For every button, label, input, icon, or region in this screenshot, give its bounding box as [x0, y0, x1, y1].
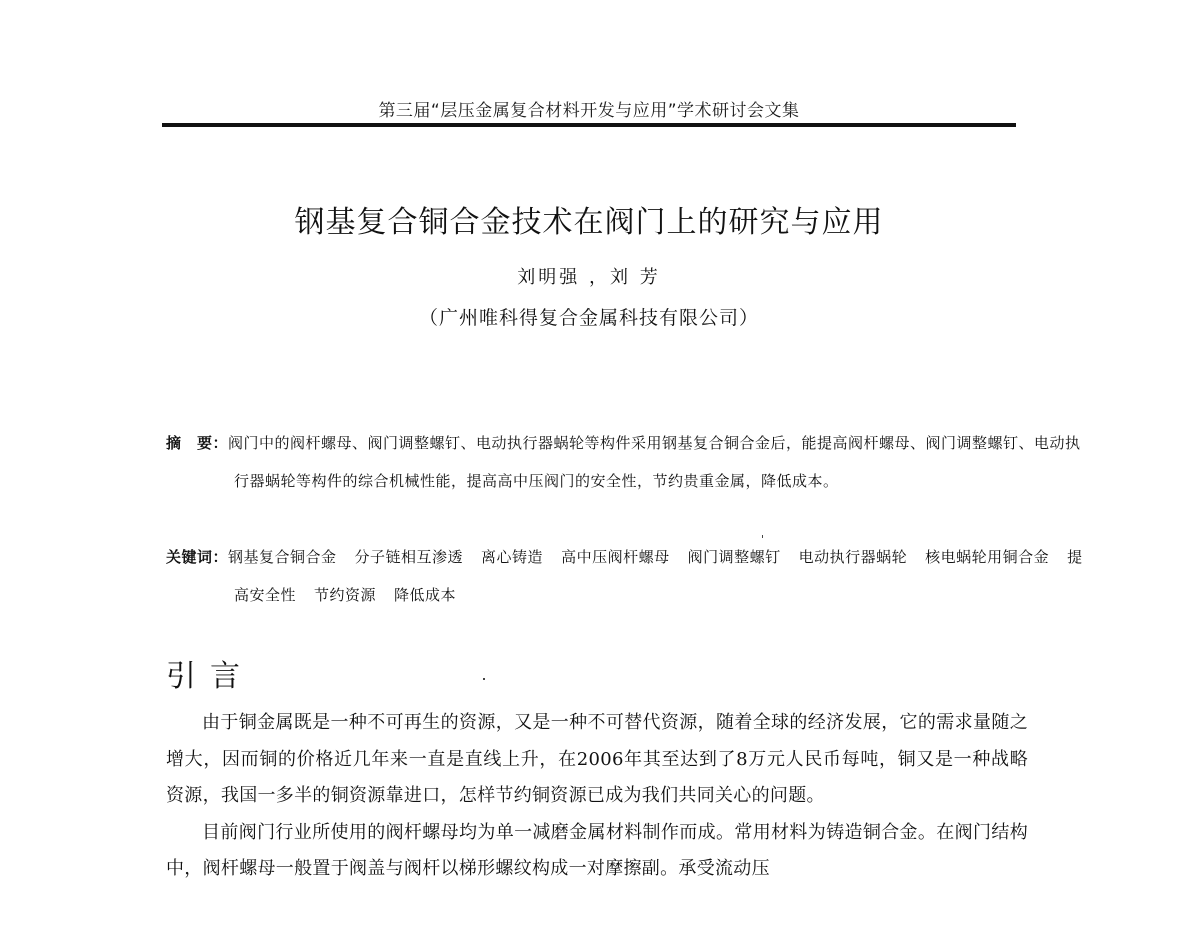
abstract-label: 摘 要：	[166, 434, 229, 452]
keyword: 离心铸造	[481, 548, 544, 566]
keyword: 核电蜗轮用铜合金	[925, 548, 1050, 566]
body-paragraph: 由于铜金属既是一种不可再生的资源，又是一种不可替代资源，随着全球的经济发展，它的需求量随之增大，因而铜的价格近几年来一直是直线上升，在2006年其至达到了8万元人民币每吨，铜又是一种战略资源，我国一多半的铜资源靠进口，怎样节约铜资源已成为我们共同关心的问题。	[166, 712, 1028, 806]
keyword: 电动执行器蜗轮	[798, 548, 908, 566]
scan-speck	[483, 678, 485, 680]
body-paragraph: 目前阀门行业所使用的阀杆螺母均为单一减磨金属材料制作而成。常用材料为铸造铜合金。在阀门结构中，阀杆螺母一般置于阀盖与阀杆以梯形螺纹构成一对摩擦副。承受流动压	[166, 821, 1028, 879]
keyword: 分子链相互渗透	[354, 548, 464, 566]
body-text	[166, 705, 1028, 888]
keywords-label: 关键词：	[166, 548, 229, 566]
keyword: 节约资源	[314, 586, 377, 604]
paper-title: 钢基复合铜合金技术在阀门上的研究与应用	[294, 205, 884, 240]
paper-authors: 刘明强 ，刘 芳	[517, 267, 661, 288]
keyword: 降低成本	[394, 586, 457, 604]
keywords-block	[166, 538, 1094, 614]
scan-speck	[762, 535, 763, 538]
section-heading: 引言	[166, 659, 254, 694]
header-rule	[162, 123, 1016, 127]
keyword: 高中压阀杆螺母	[561, 548, 670, 566]
abstract-text: 阀门中的阀杆螺母、阀门调整螺钉、电动执行器蜗轮等构件采用钢基复合铜合金后，能提高阀杆螺母、阀门调整螺钉、电动执行器蜗轮等构件的综合机械性能，提高高中压阀门的安全性，节约贵重金属，降低成本。	[228, 434, 1081, 490]
running-header: 第三届“层压金属复合材料开发与应用”学术研讨会文集	[378, 101, 800, 121]
abstract-block	[166, 424, 1094, 500]
keyword: 提高安全性	[234, 548, 1083, 604]
paper-affiliation: （广州唯科得复合金属科技有限公司）	[418, 307, 759, 329]
keyword: 钢基复合铜合金	[228, 548, 337, 566]
keyword: 阀门调整螺钉	[687, 548, 781, 566]
